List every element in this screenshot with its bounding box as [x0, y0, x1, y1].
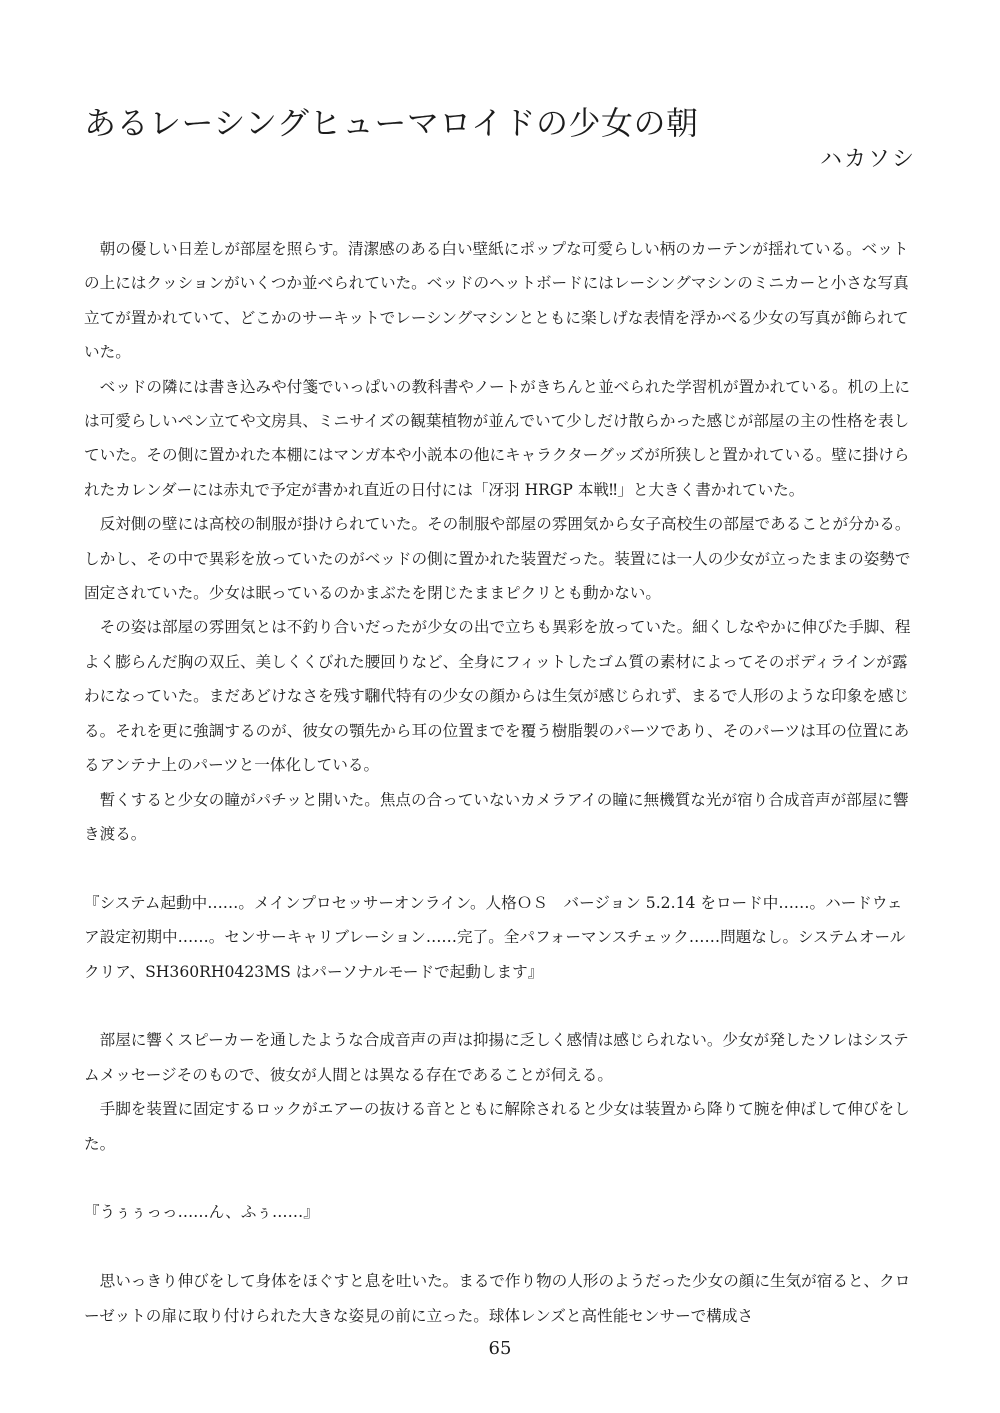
- page-number: 65: [488, 1338, 512, 1359]
- paragraph: 手脚を装置に固定するロックがエアーの抜ける音とともに解除されると少女は装置から降りて腕を伸ばして伸びをした。: [84, 1100, 910, 1153]
- paragraph: 朝の優しい日差しが部屋を照らす。清潔感のある白い壁紙にポップな可愛らしい柄のカーテンが揺れている。ベットの上にはクッションがいくつか並べられていた。ベッドのヘットボードにはレーシングマシンのミニカーと小さな写真立てが置かれていて、どこかのサーキットでレーシングマシンとともに楽しげな表情を浮かべる少女の写真が飾られていた。: [84, 240, 909, 362]
- paragraph: 思いっきり伸びをして身体をほぐすと息を吐いた。まるで作り物の人形のようだった少女の顔に生気が宿ると、クローゼットの扉に取り付けられた大きな姿見の前に立った。球体レンズと高性能センサーで構成さ: [84, 1272, 911, 1325]
- author-name: ハカソシ: [819, 147, 916, 172]
- story-title: あるレーシングヒューマロイドの少女の朝: [84, 104, 699, 142]
- paragraph: ベッドの隣には書き込みや付箋でいっぱいの教科書やノートがきちんと並べられた学習机が置かれている。机の上には可愛らしいペン立てや文房具、ミニサイズの観葉植物が並んでいて少しだけ散らかった感じが部屋の主の性格を表していた。その側に置かれた本棚にはマンガ本や小説本の他にキャラクターグッズが所狭しと置かれている。壁に掛けられたカレンダーには赤丸で予定が書かれ直近の日付には「冴羽 HRGP 本戦‼」と大きく書かれていた。: [84, 377, 911, 499]
- story-body: [84, 232, 918, 1333]
- paragraph: 部屋に響くスピーカーを通したような合成音声の声は抑揚に乏しく感情は感じられない。少女が発したソレはシステムメッセージそのもので、彼女が人間とは異なる存在であることが伺える。: [84, 1031, 909, 1084]
- dialogue-quote: 『うぅぅっっ……ん、ふぅ……』: [84, 1203, 319, 1222]
- paragraph: その姿は部屋の雰囲気とは不釣り合いだったが少女の出で立ちも異彩を放っていた。細くしなやかに伸びた手脚、程よく膨らんだ胸の双丘、美しくくびれた腰回りなど、全身にフィットしたゴム質の素材によってそのボディラインが露わになっていた。まだあどけなさを残す㍼代特有の少女の顔からは生気が感じられず、まるで人形のような印象を感じる。それを更に強調するのが、彼女の顎先から耳の位置までを覆う樹脂製のパーツであり、そのパーツは耳の位置にあるアンテナ上のパーツと一体化している。: [84, 618, 911, 775]
- system-message-quote: 『システム起動中……。メインプロセッサーオンライン。人格ＯＳ バージョン 5.2.14 をロード中……。ハードウェア設定初期中……。センサーキャリブレーション……完了。全パフォーマンスチェック……問題なし。システムオールクリア、SH360RH0423MS はパーソナルモードで起動します』: [84, 893, 906, 981]
- paragraph: 暫くすると少女の瞳がパチッと開いた。焦点の合っていないカメラアイの瞳に無機質な光が宿り合成音声が部屋に響き渡る。: [84, 790, 909, 843]
- paragraph: 反対側の壁には高校の制服が掛けられていた。その制服や部屋の雰囲気から女子高校生の部屋であることが分かる。しかし、その中で異彩を放っていたのがベッドの側に置かれた装置だった。装置には一人の少女が立ったままの姿勢で固定されていた。少女は眠っているのかまぶたを閉じたままピクリとも動かない。: [84, 515, 911, 603]
